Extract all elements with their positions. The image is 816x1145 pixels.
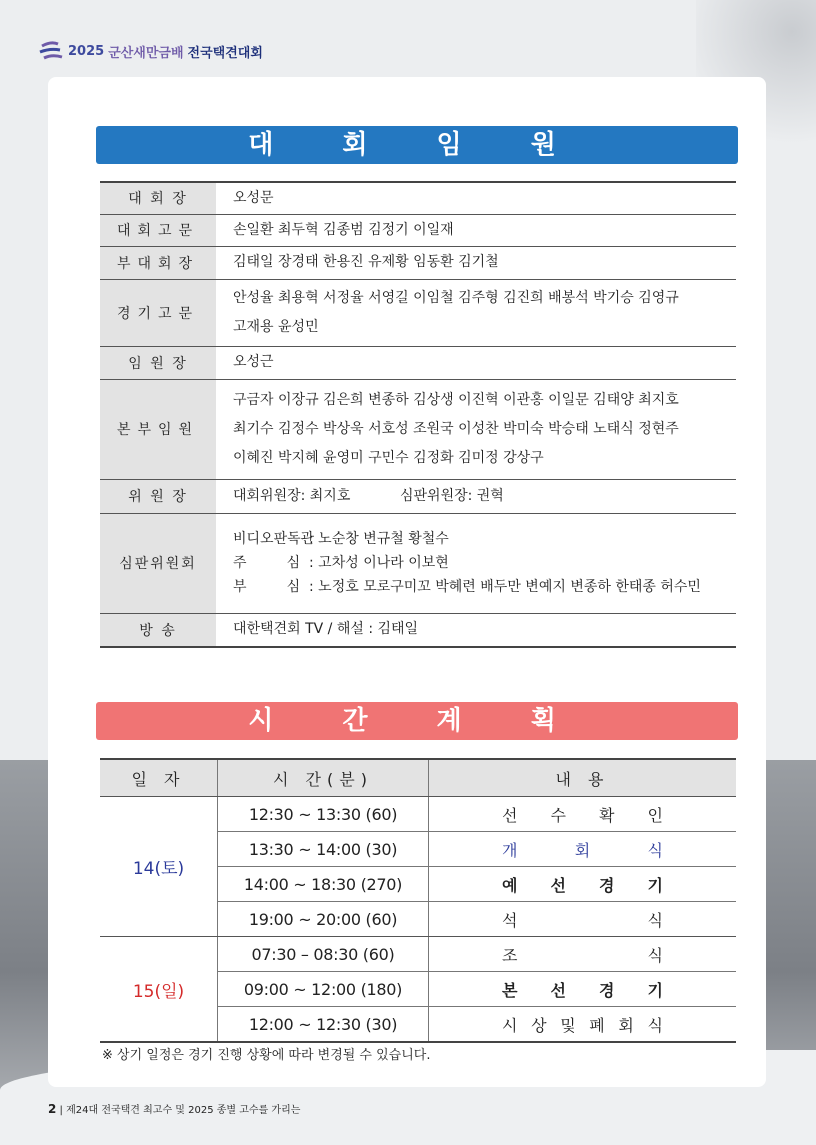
schedule-table [100, 758, 736, 1043]
officials-row [100, 214, 736, 246]
officials-row [100, 613, 736, 647]
content-char: 선 [550, 875, 566, 895]
content-char: 식 [647, 910, 663, 930]
header-event-name: 군산새만금배 [108, 45, 184, 61]
schedule-time: 09:00 ~ 12:00 (180) [218, 972, 429, 1007]
event-logo-icon [38, 38, 64, 64]
officials-role-label: 본부임원 [100, 379, 216, 479]
names-line: 구금자 이장규 김은희 변종하 김상생 이진혁 이관홍 이일문 김태양 최지호 [233, 391, 679, 408]
content-char: 개 [502, 840, 518, 860]
officials-names [216, 613, 736, 647]
officials-names [216, 513, 736, 613]
page-number: 2 [48, 1102, 57, 1116]
officials-section-title: 대 회 임 원 [96, 126, 738, 164]
header-title: 전국택견대회 [187, 45, 263, 61]
schedule-time: 14:00 ~ 18:30 (270) [218, 867, 429, 902]
content-char: 수 [550, 805, 566, 825]
content-char: 식 [647, 840, 663, 860]
referee-group [233, 527, 736, 551]
schedule-time: 13:30 ~ 14:00 (30) [218, 832, 429, 867]
officials-role-label: 대 회 장 [100, 182, 216, 214]
schedule-day: 15(일) [100, 937, 218, 1043]
schedule-time: 07:30 – 08:30 (60) [218, 937, 429, 972]
content-char: 식 [647, 945, 663, 965]
header-content: 내 용 [429, 759, 737, 797]
officials-names [216, 182, 736, 214]
names-line: 이혜진 박지혜 윤영미 구민수 김정화 김미정 강상구 [233, 449, 544, 466]
schedule-day: 14(토) [100, 797, 218, 937]
content-char: 본 [502, 980, 518, 1000]
committee-chair: 대회위원장: 최지호 [233, 487, 351, 504]
schedule-content [429, 937, 737, 972]
content-char: 회 [574, 840, 591, 860]
content-char: 예 [502, 875, 518, 895]
officials-table [100, 181, 736, 648]
schedule-header-row [100, 759, 736, 797]
content-char: 인 [647, 805, 663, 825]
footer-text: | 제24대 전국택견 최고수 및 2025 종별 고수를 가리는 [59, 1105, 301, 1116]
content-char: 선 [502, 805, 518, 825]
content-char: 회 [618, 1015, 634, 1035]
officials-row [100, 379, 736, 479]
officials-row [100, 346, 736, 379]
content-char: 및 [560, 1015, 576, 1035]
referee-role: 비디오판독관 [233, 531, 315, 547]
content-char: 폐 [589, 1015, 605, 1035]
officials-names [216, 379, 736, 479]
officials-row [100, 246, 736, 279]
content-char: 상 [531, 1015, 547, 1035]
names-line: 오성근 [233, 354, 274, 370]
officials-row [100, 182, 736, 214]
schedule-content [429, 867, 737, 902]
referee-role: 주 심 [233, 555, 301, 571]
officials-row [100, 513, 736, 613]
referee-names: : 노순창 변규철 황철수 [309, 531, 449, 547]
content-char: 경 [599, 980, 615, 1000]
header-time: 시 간(분) [218, 759, 429, 797]
officials-names [216, 246, 736, 279]
schedule-row [100, 797, 736, 832]
page-footer [48, 1101, 300, 1116]
officials-role-label: 경기고문 [100, 279, 216, 346]
header-date: 일 자 [100, 759, 218, 797]
officials-names [216, 214, 736, 246]
schedule-time: 12:30 ~ 13:30 (60) [218, 797, 429, 832]
schedule-note: ※ 상기 일정은 경기 진행 상황에 따라 변경될 수 있습니다. [102, 1048, 431, 1063]
header-year: 2025 [68, 43, 105, 59]
names-line: 손일환 최두혁 김종범 김정기 이일재 [233, 221, 454, 238]
schedule-content [429, 832, 737, 867]
content-char: 기 [647, 875, 663, 895]
officials-row [100, 479, 736, 513]
officials-role-label: 심판위원회 [100, 513, 216, 613]
officials-row [100, 279, 736, 346]
content-char: 경 [599, 875, 615, 895]
names-line: 고재용 윤성민 [233, 318, 319, 335]
officials-role-label: 부대회장 [100, 246, 216, 279]
schedule-section-title: 시 간 계 획 [96, 702, 738, 740]
content-char: 식 [647, 1015, 663, 1035]
officials-names [216, 346, 736, 379]
officials-names [216, 479, 736, 513]
schedule-content [429, 797, 737, 832]
referee-role: 부 심 [233, 579, 301, 595]
content-char: 확 [599, 805, 615, 825]
referee-names: : 고차성 이나라 이보현 [309, 555, 449, 571]
content-char: 석 [502, 910, 518, 930]
names-line: 대한택견회 TV / 해설 : 김태일 [233, 621, 419, 638]
content-char: 조 [502, 945, 518, 965]
page-header [38, 38, 263, 64]
schedule-time: 12:00 ~ 12:30 (30) [218, 1007, 429, 1043]
referee-names: : 노정호 모로구미꼬 박혜련 배두만 변예지 변종하 한태종 허수민 [309, 579, 701, 595]
committee-chair: 심판위원장: 권혁 [400, 487, 504, 504]
names-line: 오성문 [233, 189, 274, 206]
content-char: 기 [647, 980, 663, 1000]
schedule-content [429, 972, 737, 1007]
schedule-row [100, 937, 736, 972]
schedule-time: 19:00 ~ 20:00 (60) [218, 902, 429, 937]
officials-role-label: 임 원 장 [100, 346, 216, 379]
content-char: 시 [502, 1015, 518, 1035]
schedule-content [429, 902, 737, 937]
schedule-content [429, 1007, 737, 1043]
names-line: 최기수 김정수 박상욱 서호성 조원국 이성찬 박미숙 박승태 노태식 정현주 [233, 420, 679, 437]
officials-role-label: 위 원 장 [100, 479, 216, 513]
officials-role-label: 대회고문 [100, 214, 216, 246]
content-char: 선 [550, 980, 566, 1000]
names-line: 안성율 최용혁 서정율 서영길 이임철 김주형 김진희 배봉석 박기승 김영규 [233, 289, 679, 306]
referee-group [233, 575, 736, 599]
referee-group [233, 551, 736, 575]
names-line: 김태일 장경태 한용진 유제황 임동환 김기철 [233, 254, 499, 270]
officials-names [216, 279, 736, 346]
officials-role-label: 방 송 [100, 613, 216, 647]
